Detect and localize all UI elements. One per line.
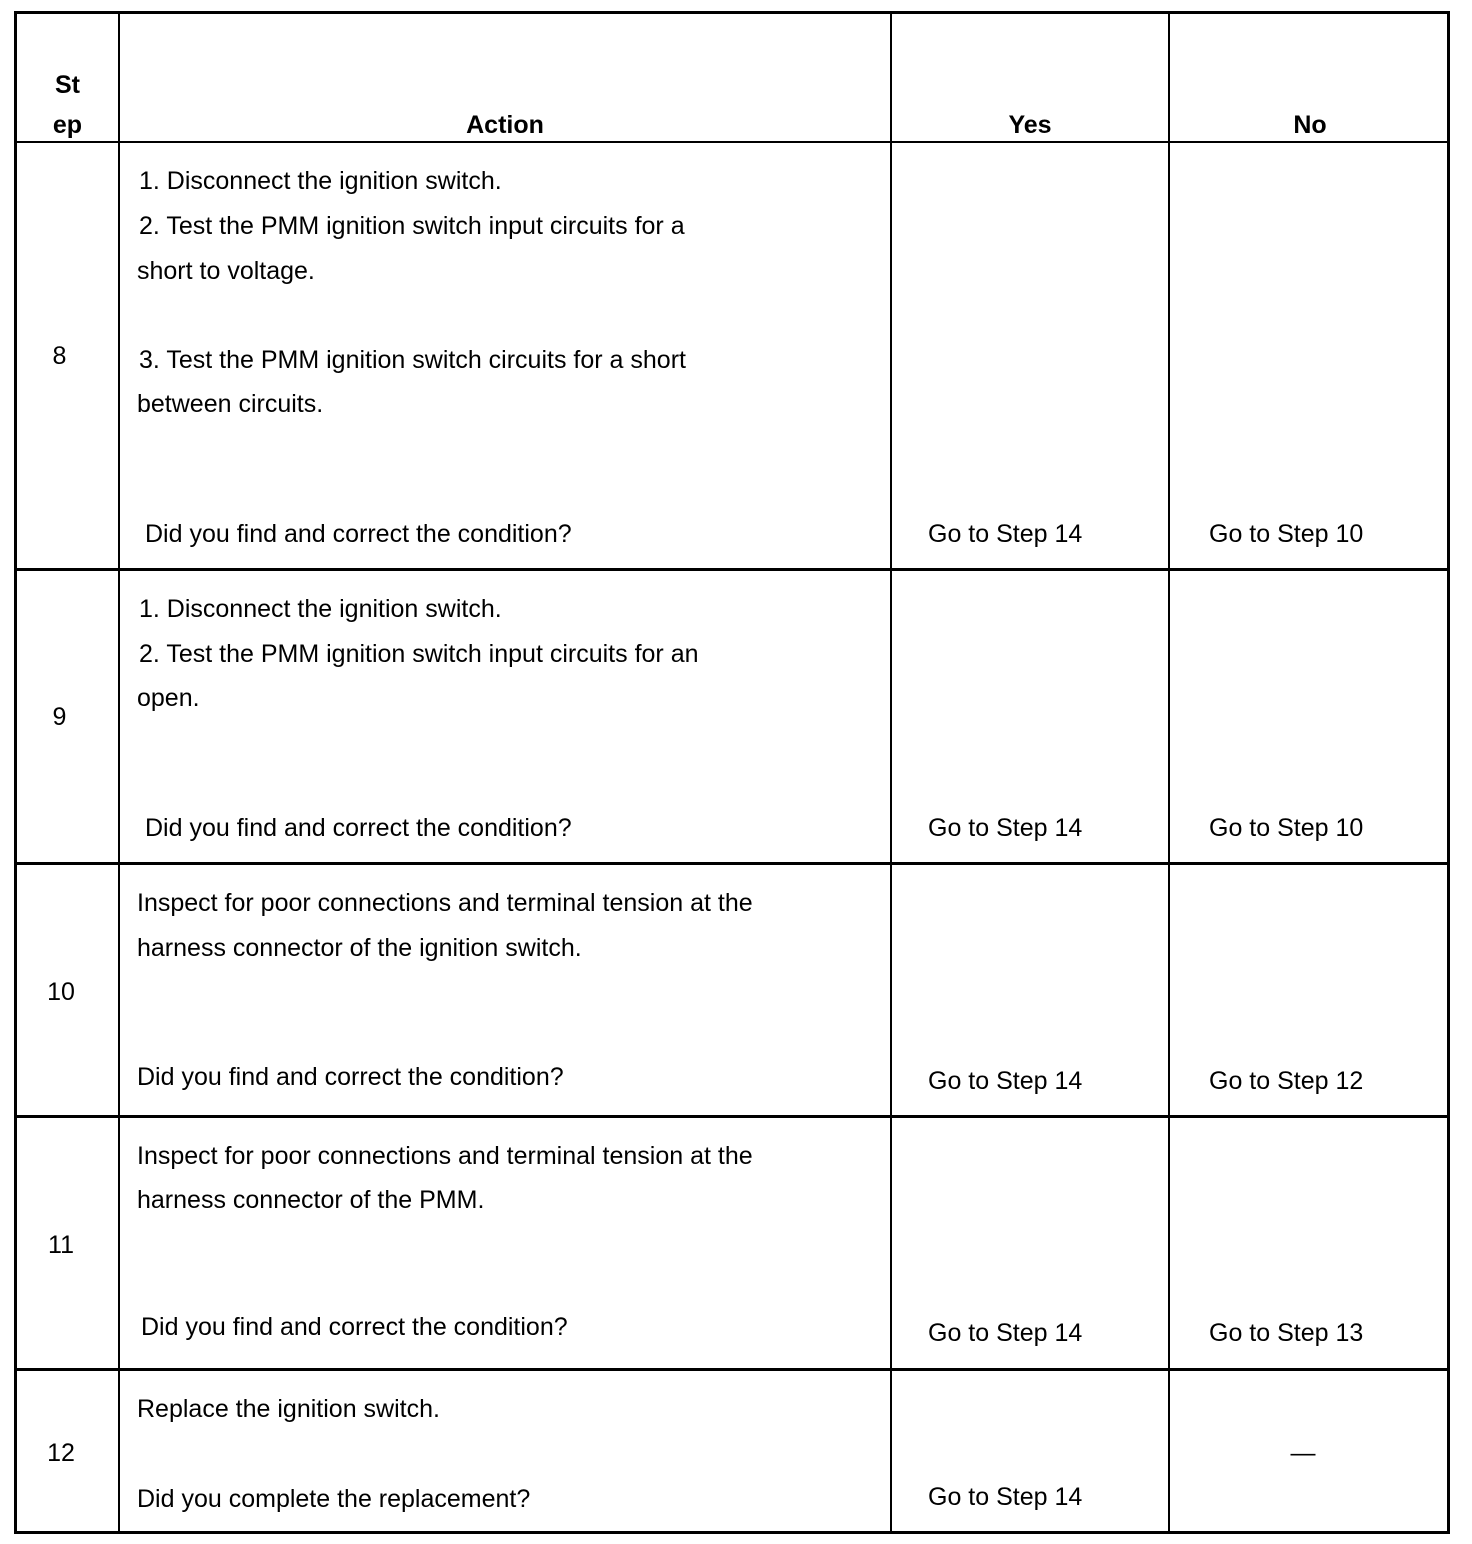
- row-divider: [17, 862, 1447, 865]
- action-question: Did you find and correct the condition?: [141, 1313, 568, 1341]
- row-divider: [17, 1368, 1447, 1371]
- column-divider: [1168, 14, 1170, 1531]
- header-step-line2: ep: [52, 111, 83, 139]
- column-divider: [118, 14, 120, 1531]
- diagnostic-table: [14, 11, 1450, 1534]
- no-result: Go to Step 13: [1209, 1319, 1364, 1347]
- action-question: Did you find and correct the condition?: [137, 1063, 564, 1091]
- action-line: Inspect for poor connections and terminal tension at the: [137, 889, 753, 917]
- header-yes: Yes: [1008, 111, 1052, 139]
- column-divider: [890, 14, 892, 1531]
- row-divider: [17, 141, 1447, 143]
- action-line: harness connector of the PMM.: [137, 1186, 485, 1214]
- yes-result: Go to Step 14: [928, 814, 1083, 842]
- yes-result: Go to Step 14: [928, 1483, 1083, 1511]
- no-result: —: [1290, 1439, 1316, 1467]
- row-divider: [17, 1115, 1447, 1118]
- action-line: 3. Test the PMM ignition switch circuits for a short: [139, 346, 686, 374]
- yes-result: Go to Step 14: [928, 1319, 1083, 1347]
- action-question: Did you find and correct the condition?: [145, 520, 572, 548]
- action-question: Did you complete the replacement?: [137, 1485, 531, 1513]
- action-line: 1. Disconnect the ignition switch.: [139, 167, 502, 195]
- step-number: 9: [52, 703, 67, 731]
- action-line: 1. Disconnect the ignition switch.: [139, 595, 502, 623]
- yes-result: Go to Step 14: [928, 520, 1083, 548]
- action-line: Replace the ignition switch.: [137, 1395, 440, 1423]
- no-result: Go to Step 10: [1209, 814, 1364, 842]
- action-line: 2. Test the PMM ignition switch input circuits for an: [139, 640, 699, 668]
- action-line: short to voltage.: [137, 257, 315, 285]
- step-number: 12: [47, 1439, 75, 1467]
- action-line: Inspect for poor connections and terminal tension at the: [137, 1142, 753, 1170]
- yes-result: Go to Step 14: [928, 1067, 1083, 1095]
- action-question: Did you find and correct the condition?: [145, 814, 572, 842]
- header-action: Action: [466, 111, 544, 139]
- no-result: Go to Step 10: [1209, 520, 1364, 548]
- action-line: open.: [137, 684, 200, 712]
- no-result: Go to Step 12: [1209, 1067, 1364, 1095]
- row-divider: [17, 568, 1447, 571]
- action-line: 2. Test the PMM ignition switch input circuits for a: [139, 212, 685, 240]
- header-step-line1: St: [55, 71, 80, 99]
- step-number: 8: [52, 342, 67, 370]
- action-line: harness connector of the ignition switch.: [137, 934, 582, 962]
- step-number: 10: [47, 978, 75, 1006]
- action-line: between circuits.: [137, 390, 324, 418]
- header-no: No: [1293, 111, 1327, 139]
- step-number: 11: [48, 1231, 74, 1259]
